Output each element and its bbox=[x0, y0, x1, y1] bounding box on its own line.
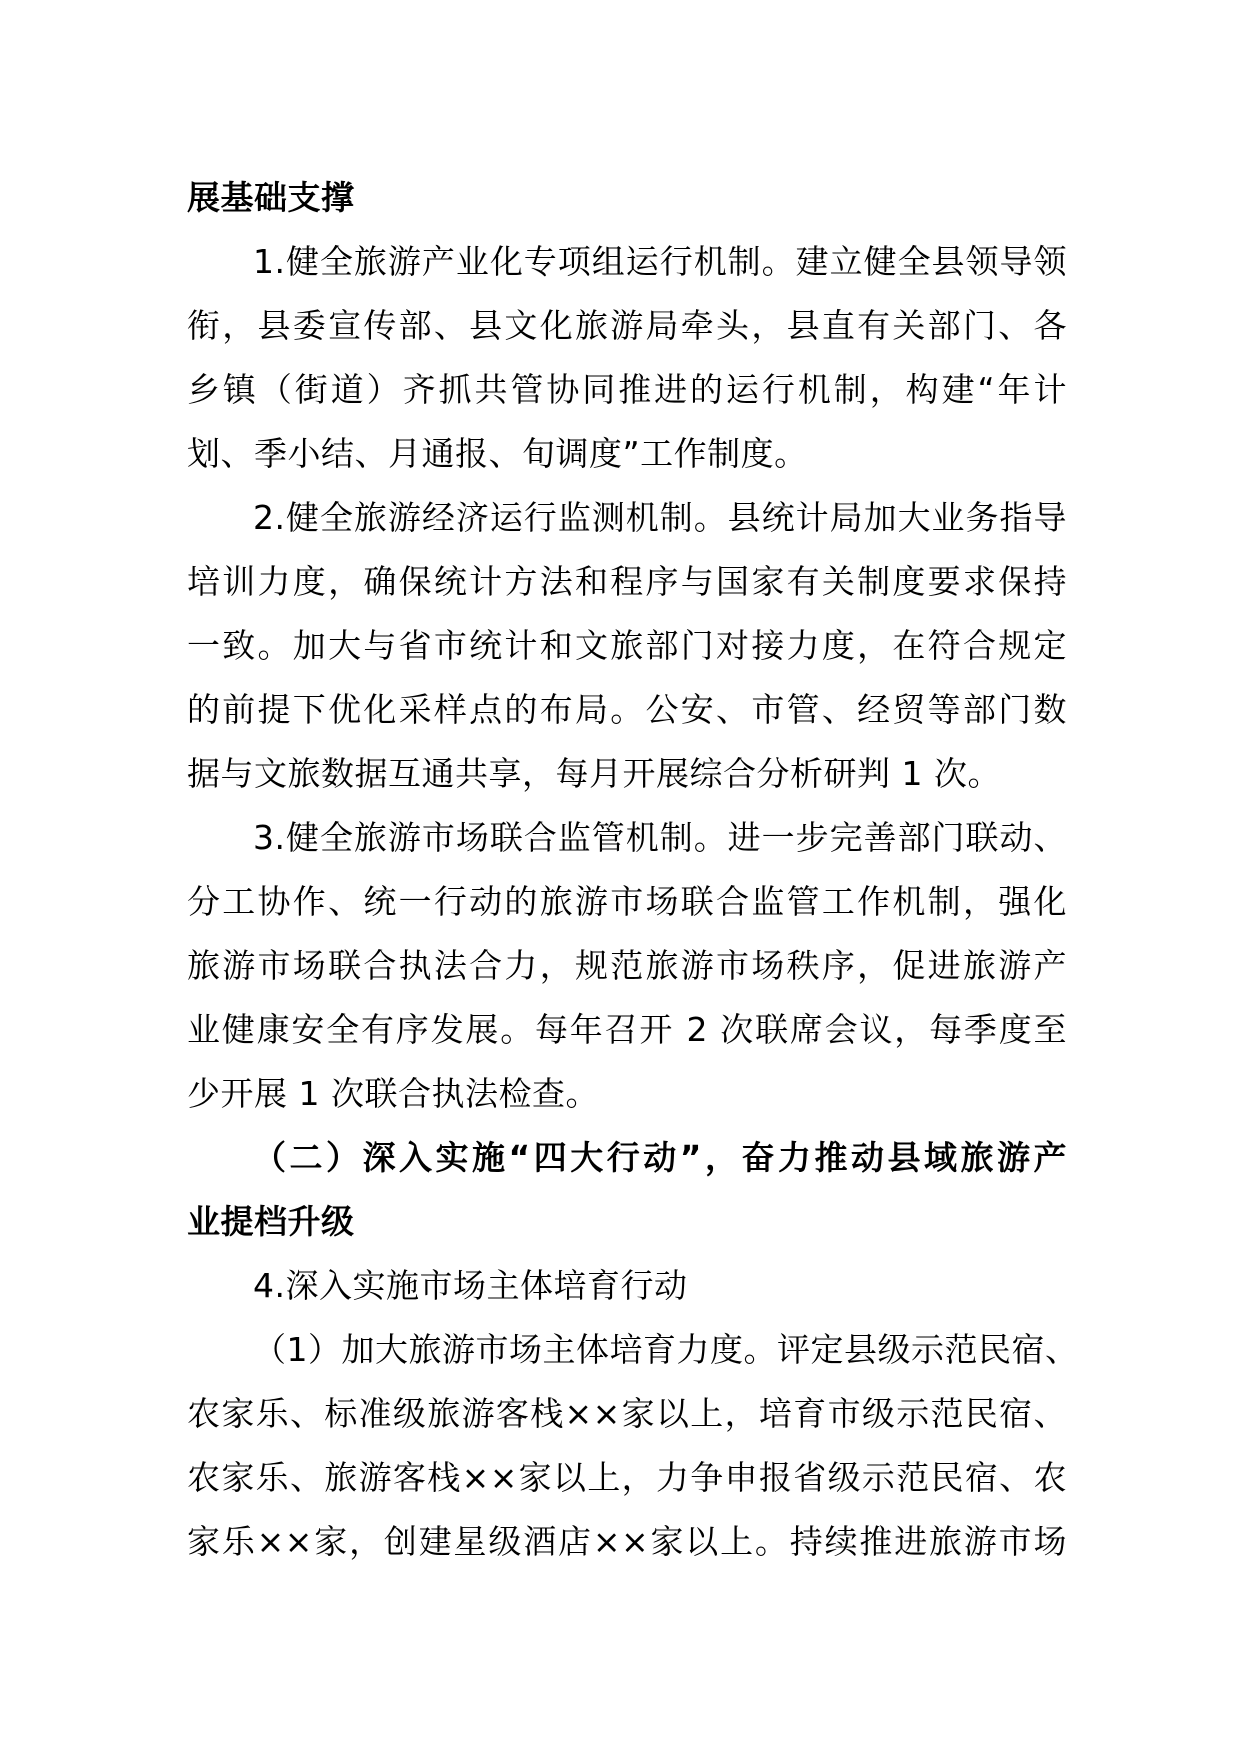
paragraph-3-line-5: 少开展 1 次联合执法检查。 bbox=[187, 1074, 599, 1113]
paragraph-2-line-2: 培训力度，确保统计方法和程序与国家有关制度要求保持 bbox=[187, 562, 1067, 601]
paragraph-3-line-2: 分工协作、统一行动的旅游市场联合监管工作机制，强化 bbox=[187, 882, 1067, 921]
paragraph-1-line-4: 划、季小结、月通报、旬调度”工作制度。 bbox=[187, 434, 808, 473]
paragraph-4-line-3: 农家乐、旅游客栈××家以上，力争申报省级示范民宿、农 bbox=[187, 1458, 1067, 1497]
paragraph-4-line-2: 农家乐、标准级旅游客栈××家以上，培育市级示范民宿、 bbox=[187, 1394, 1067, 1433]
paragraph-4-line-1: （1）加大旅游市场主体培育力度。评定县级示范民宿、 bbox=[253, 1330, 1079, 1369]
paragraph-1-line-2: 衔，县委宣传部、县文化旅游局牵头，县直有关部门、各 bbox=[187, 306, 1067, 345]
paragraph-4-line-4: 家乐××家，创建星级酒店××家以上。持续推进旅游市场 bbox=[187, 1522, 1067, 1561]
section-heading-2-line-1: （二）深入实施“四大行动”，奋力推动县域旅游产 bbox=[253, 1138, 1067, 1177]
section-heading-2-line-2: 业提档升级 bbox=[187, 1202, 355, 1241]
subsection-heading-4: 4.深入实施市场主体培育行动 bbox=[253, 1266, 688, 1305]
paragraph-2-line-4: 的前提下优化采样点的布局。公安、市管、经贸等部门数 bbox=[187, 690, 1067, 729]
document-page bbox=[187, 166, 1079, 1574]
paragraph-1-line-3: 乡镇（街道）齐抓共管协同推进的运行机制，构建“年计 bbox=[187, 370, 1067, 409]
paragraph-2-line-1: 2.健全旅游经济运行监测机制。县统计局加大业务指导 bbox=[253, 498, 1067, 537]
paragraph-2-line-5: 据与文旅数据互通共享，每月开展综合分析研判 1 次。 bbox=[187, 754, 1001, 793]
paragraph-1-line-1: 1.健全旅游产业化专项组运行机制。建立健全县领导领 bbox=[253, 242, 1067, 281]
section-heading-continuation: 展基础支撑 bbox=[187, 178, 355, 217]
paragraph-2-line-3: 一致。加大与省市统计和文旅部门对接力度，在符合规定 bbox=[187, 626, 1067, 665]
paragraph-3-line-3: 旅游市场联合执法合力，规范旅游市场秩序，促进旅游产 bbox=[187, 946, 1067, 985]
paragraph-3-line-4: 业健康安全有序发展。每年召开 2 次联席会议，每季度至 bbox=[187, 1010, 1067, 1049]
paragraph-3-line-1: 3.健全旅游市场联合监管机制。进一步完善部门联动、 bbox=[253, 818, 1067, 857]
